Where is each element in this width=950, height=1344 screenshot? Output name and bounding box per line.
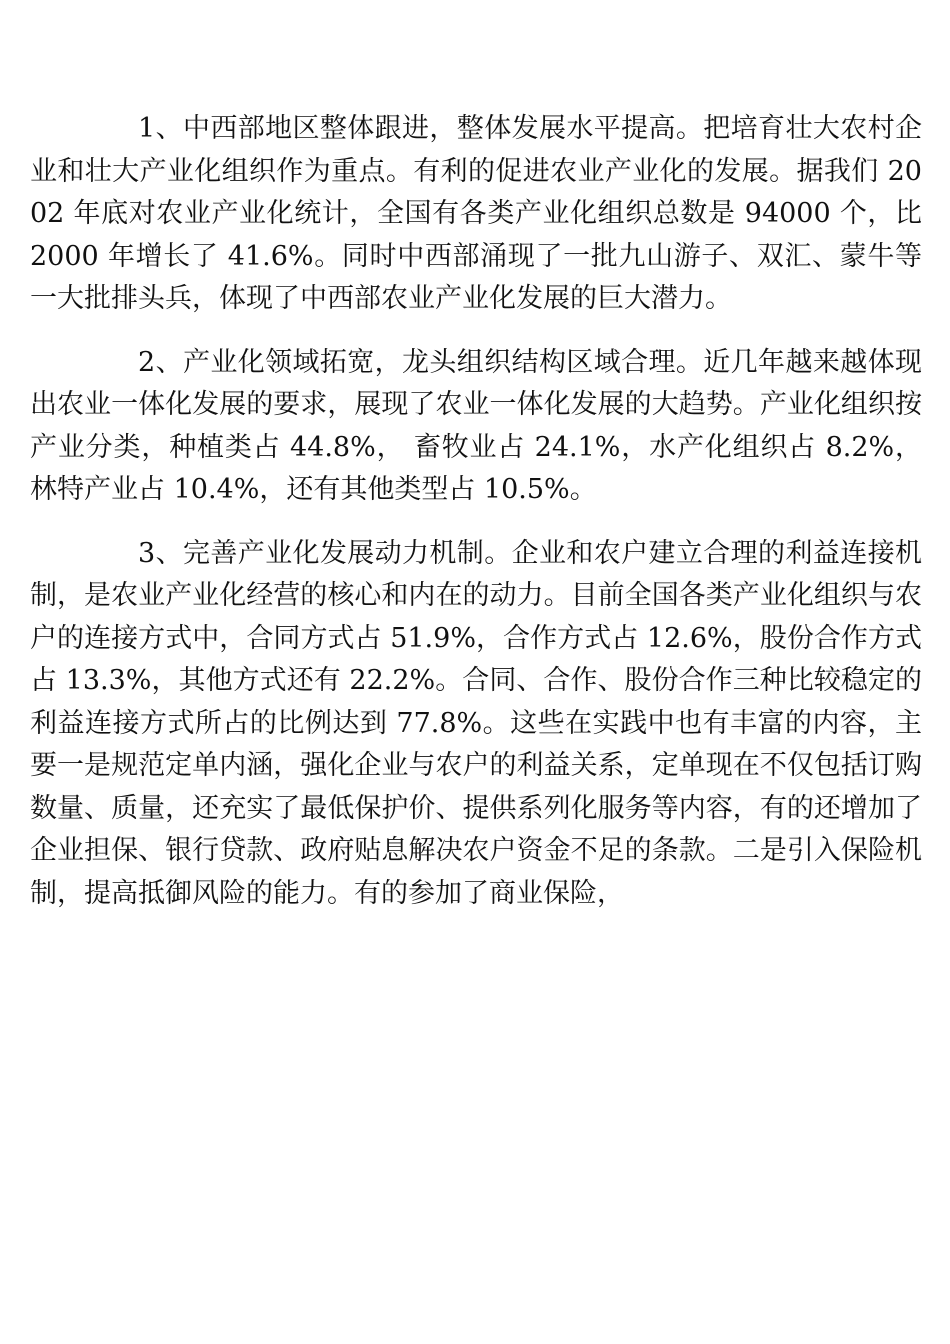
document-body <box>30 108 922 936</box>
paragraph-3: 3、完善产业化发展动力机制。企业和农户建立合理的利益连接机制，是农业产业化经营的核心和内在的动力。目前全国各类产业化组织与农户的连接方式中，合同方式占 51.9%，合作方式占 12.6%，股份合作方式占 13.3%，其他方式还有 22.2%。合同、合作、股份合作三种比较稳定的利益连接方式所占的比例达到 77.8%。这些在实践中也有丰富的内容，主要一是规范定单内涵，强化企业与农户的利益关系，定单现在不仅包括订购数量、质量，还充实了最低保护价、提供系列化服务等内容，有的还增加了企业担保、银行贷款、政府贴息解决农户资金不足的条款。二是引入保险机制，提高抵御风险的能力。有的参加了商业保险， <box>30 537 922 909</box>
paragraph-2: 2、产业化领域拓宽，龙头组织结构区域合理。近几年越来越体现出农业一体化发展的要求，展现了农业一体化发展的大趋势。产业化组织按产业分类，种植类占 44.8%， 畜牧业占 24.1%，水产化组织占 8.2%，林特产业占 10.4%，还有其他类型占 10.5%。 <box>30 346 922 505</box>
paragraph-1: 1、中西部地区整体跟进，整体发展水平提高。把培育壮大农村企业和壮大产业化组织作为重点。有利的促进农业产业化的发展。据我们 2002 年底对农业产业化统计，全国有各类产业化组织总数是 94000 个，比 2000 年增长了 41.6%。同时中西部涌现了一批九山游子、双汇、蒙牛等一大批排头兵，体现了中西部农业产业化发展的巨大潜力。 <box>30 113 922 314</box>
